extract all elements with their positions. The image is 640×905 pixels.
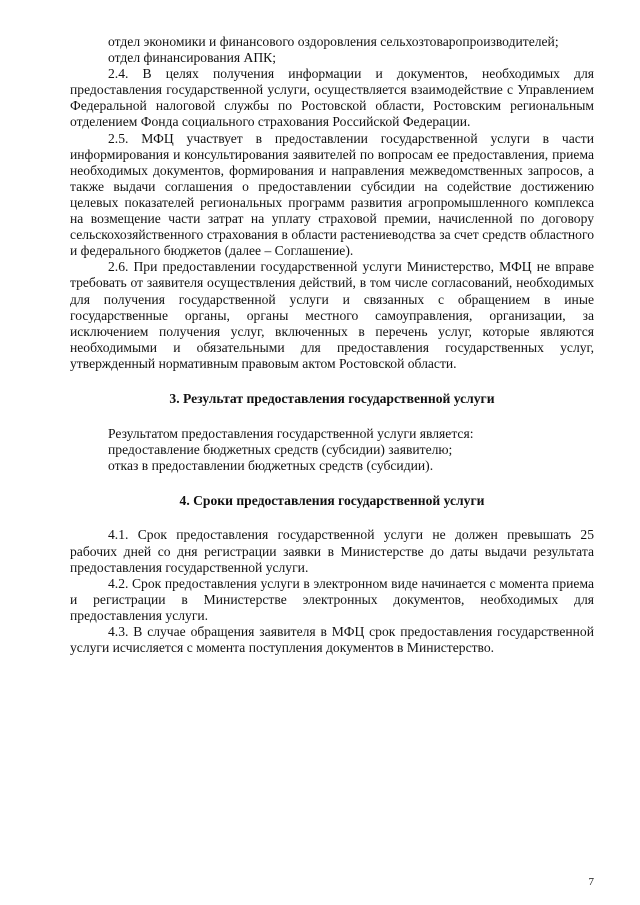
paragraph-2-6: 2.6. При предоставлении государственной услуги Министерство, МФЦ не вправе требовать от заявителя осуществления действий, в том числе согласований, необходимых для получения государственной услуги и связанных с обращением в иные государственные органы, органы местного самоуправления, организации, за исключением получения услуг, включенных в перечень услуг, которые являются необходимыми и обязательными для предоставления государственных услуг, утвержденный нормативным правовым актом Ростовской области. (70, 259, 594, 371)
page-number: 7 (588, 876, 594, 888)
paragraph-4-3: 4.3. В случае обращения заявителя в МФЦ срок предоставления государственной услуги исчисляется с момента поступления документов в Министерство. (70, 624, 594, 656)
paragraph-4-2: 4.2. Срок предоставления услуги в электронном виде начинается с момента приема и регистрации в Министерстве электронных документов, необходимых для предоставления услуги. (70, 575, 594, 623)
paragraph-department-economics: отдел экономики и финансового оздоровления сельхозтоваропроизводителей; (108, 34, 559, 49)
section-3-heading: 3. Результат предоставления государственной услуги (169, 390, 495, 406)
paragraph-2-5: 2.5. МФЦ участвует в предоставлении государственной услуги в части информирования и консультирования заявителей по вопросам ее предоставления, приема необходимых документов, формирования и направления межведомственных запросов, а также выдачи соглашения о предоставлении субсидии на содействие достижению целевых показателей региональных программ развития агропромышленного комплекса на возмещение части затрат на уплату страховой премии, начисленной по договору сельскохозяйственного страхования в области растениеводства за счет средств областного и федерального бюджетов (далее – Соглашение). (70, 130, 594, 259)
paragraph-4-1: 4.1. Срок предоставления государственной услуги не должен превышать 25 рабочих дней со дня регистрации заявки в Министерстве до даты выдачи результата предоставления государственной услуги. (70, 527, 594, 575)
paragraph-result-intro: Результатом предоставления государственной услуги является: (108, 426, 474, 442)
paragraph-result-refusal: отказ в предоставлении бюджетных средств (субсидии). (108, 458, 434, 474)
paragraph-2-4: 2.4. В целях получения информации и документов, необходимых для предоставления государственной услуги, осуществляется взаимодействие с Управлением Федеральной налоговой службы по Ростовской области, Ростовским региональным отделением Фонда социального страхования Российской Федерации. (70, 66, 594, 130)
paragraph-result-grant: предоставление бюджетных средств (субсидии) заявителю; (108, 442, 453, 458)
paragraph-department-finance: отдел финансирования АПК; (108, 50, 277, 66)
section-4-heading: 4. Сроки предоставления государственной услуги (179, 493, 485, 509)
